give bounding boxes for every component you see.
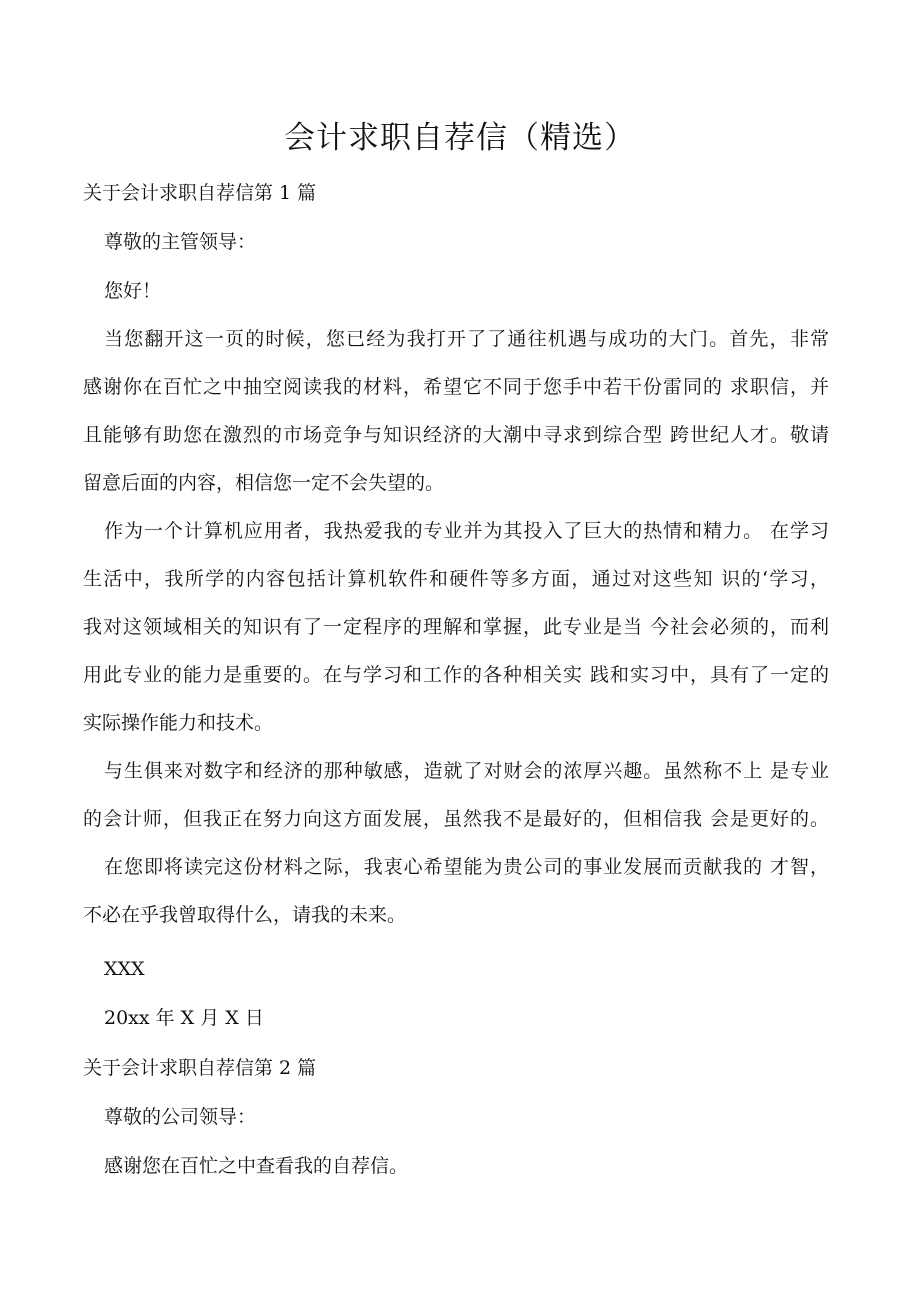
paragraph-line: 当您翻开这一页的时候，您已经为我打开了了通往机遇与成功的大门。首先，非常 [104,328,829,350]
greeting: 您好！ [104,280,162,302]
paragraph-line: 我对这领域相关的知识有了一定程序的理解和掌握，此专业是当 今社会必须的，而利 [83,616,829,638]
paragraph-line: 生活中，我所学的内容包括计算机软件和硬件等多方面，通过对这些知 识的‘学习， [83,568,829,590]
paragraph-line: 与生俱来对数字和经济的那种敏感，造就了对财会的浓厚兴趣。虽然称不上 是专业 [104,760,829,782]
document-title: 会计求职自荐信（精选） [284,120,636,156]
paragraph-line: 且能够有助您在激烈的市场竞争与知识经济的大潮中寻求到综合型 跨世纪人才。敬请 [83,424,829,446]
salutation: 尊敬的主管领导： [104,231,257,253]
paragraph-line: 留意后面的内容，相信您一定不会失望的。 [83,472,445,494]
paragraph-line: 作为一个计算机应用者，我热爱我的专业并为其投入了巨大的热情和精力。 在学习 [104,520,829,542]
section-heading-1: 关于会计求职自荐信第 1 篇 [83,182,317,204]
paragraph-line: 在您即将读完这份材料之际，我衷心希望能为贵公司的事业发展而贡献我的 才智， [104,856,829,878]
paragraph-line: 实际操作能力和技术。 [83,712,274,734]
signature-date: 20xx 年 X 月 X 日 [104,1007,264,1029]
paragraph-line: 的会计师，但我正在努力向这方面发展，虽然我不是最好的，但相信我 会是更好的。 [83,808,829,830]
paragraph-line: 不必在乎我曾取得什么，请我的未来。 [83,904,407,926]
paragraph-line: 用此专业的能力是重要的。在与学习和工作的各种相关实 践和实习中，具有了一定的 [83,664,829,686]
signature-name: XXX [104,958,145,980]
paragraph-line: 感谢你在百忙之中抽空阅读我的材料，希望它不同于您手中若干份雷同的 求职信，并 [83,376,829,398]
paragraph-line: 感谢您在百忙之中查看我的自荐信。 [104,1155,409,1177]
section-heading-2: 关于会计求职自荐信第 2 篇 [83,1057,317,1079]
salutation-2: 尊敬的公司领导： [104,1106,257,1128]
